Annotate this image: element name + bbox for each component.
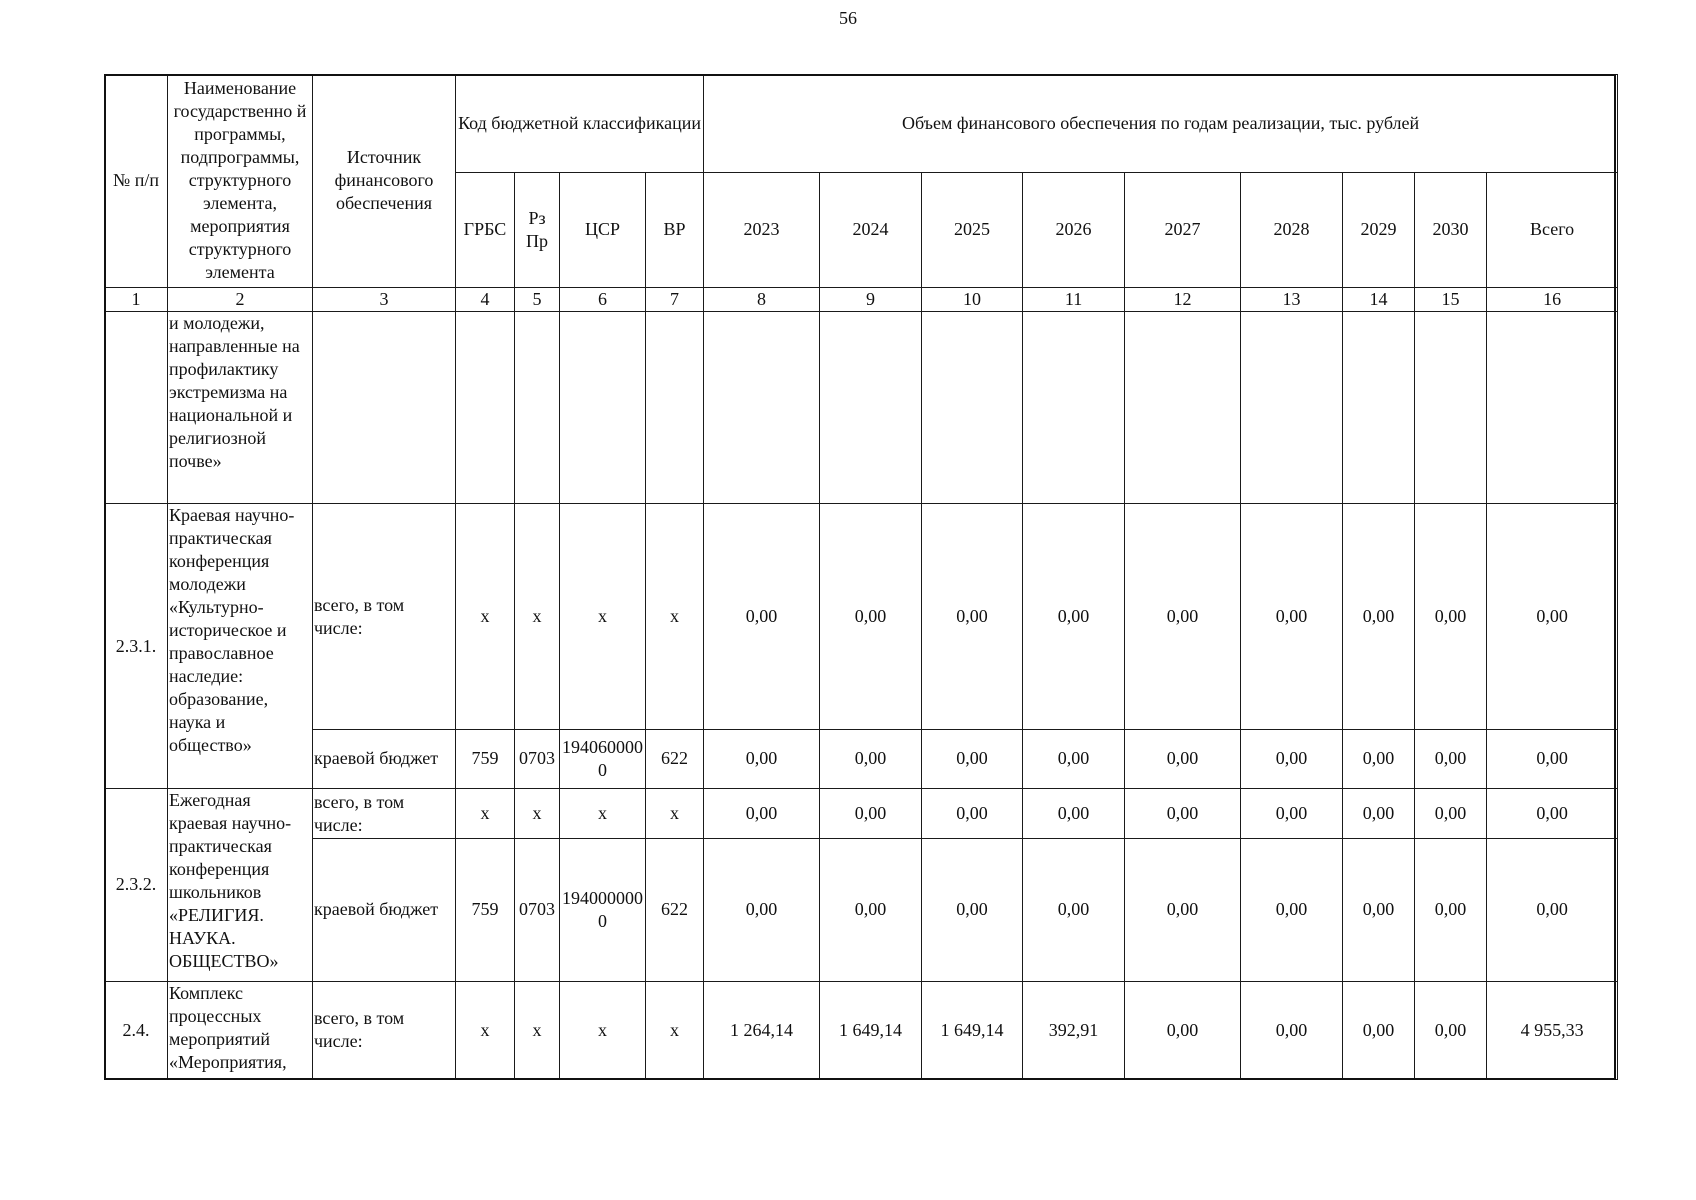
table-row-2-3-1-total bbox=[105, 504, 1618, 730]
row-value-2027: 0,00 bbox=[1125, 729, 1241, 788]
row-rzpr: 0703 bbox=[515, 839, 560, 981]
column-number: 11 bbox=[1023, 287, 1125, 311]
row-value-2026: 0,00 bbox=[1023, 789, 1125, 839]
row-grbs: х bbox=[456, 981, 515, 1079]
header-rzpr: Рз Пр bbox=[515, 173, 560, 287]
header-grbs: ГРБС bbox=[456, 173, 515, 287]
row-rzpr: х bbox=[515, 981, 560, 1079]
table-row-2-4-total bbox=[105, 981, 1618, 1079]
row-value-2023: 0,00 bbox=[704, 504, 820, 730]
row-rzpr: х bbox=[515, 789, 560, 839]
row-csr: 1940000000 bbox=[560, 839, 646, 981]
column-number: 13 bbox=[1241, 287, 1343, 311]
row-value-2030: 0,00 bbox=[1415, 504, 1487, 730]
row-value-2023: 0,00 bbox=[704, 839, 820, 981]
header-source: Источник финансового обеспечения bbox=[313, 75, 456, 288]
row-value-total: 0,00 bbox=[1487, 839, 1618, 981]
row-value-2024: 0,00 bbox=[820, 729, 922, 788]
row-value-2027: 0,00 bbox=[1125, 789, 1241, 839]
row-vr: х bbox=[646, 789, 704, 839]
row-value-2025: 0,00 bbox=[922, 729, 1023, 788]
row-value-2026: 0,00 bbox=[1023, 839, 1125, 981]
row-csr: х bbox=[560, 504, 646, 730]
column-number: 1 bbox=[105, 287, 168, 311]
row-value-2025: 0,00 bbox=[922, 789, 1023, 839]
budget-table bbox=[104, 74, 1618, 1080]
column-number: 12 bbox=[1125, 287, 1241, 311]
row-value-2028: 0,00 bbox=[1241, 729, 1343, 788]
row-name: Краевая научно-практическая конференция молодежи «Культурно-историческое и православное наследие: образование, наука и общество» bbox=[168, 504, 313, 789]
header-year-2028: 2028 bbox=[1241, 173, 1343, 287]
row-value-2029: 0,00 bbox=[1343, 981, 1415, 1079]
row-name: Комплекс процессных мероприятий «Мероприятия, bbox=[168, 981, 313, 1079]
row-source: краевой бюджет bbox=[313, 729, 456, 788]
row-value-2027: 0,00 bbox=[1125, 839, 1241, 981]
column-number: 8 bbox=[704, 287, 820, 311]
header-year-2030: 2030 bbox=[1415, 173, 1487, 287]
row-grbs: 759 bbox=[456, 839, 515, 981]
row-value-2024: 0,00 bbox=[820, 504, 922, 730]
column-number: 7 bbox=[646, 287, 704, 311]
header-year-2029: 2029 bbox=[1343, 173, 1415, 287]
column-number: 4 bbox=[456, 287, 515, 311]
row-number: 2.3.2. bbox=[105, 789, 168, 982]
row-value-2028: 0,00 bbox=[1241, 504, 1343, 730]
row-grbs: х bbox=[456, 789, 515, 839]
row-value-2029: 0,00 bbox=[1343, 504, 1415, 730]
row-value-2030: 0,00 bbox=[1415, 839, 1487, 981]
row-vr: 622 bbox=[646, 729, 704, 788]
row-value-total: 0,00 bbox=[1487, 729, 1618, 788]
row-grbs: х bbox=[456, 504, 515, 730]
row-rzpr: 0703 bbox=[515, 729, 560, 788]
header-vr: ВР bbox=[646, 173, 704, 287]
table-row-2-3-2-total bbox=[105, 789, 1618, 839]
row-vr: 622 bbox=[646, 839, 704, 981]
row-value-2026: 0,00 bbox=[1023, 729, 1125, 788]
header-total: Всего bbox=[1487, 173, 1618, 287]
column-number: 14 bbox=[1343, 287, 1415, 311]
row-source: всего, в том числе: bbox=[313, 504, 456, 730]
row-grbs: 759 bbox=[456, 729, 515, 788]
row-value-2026: 0,00 bbox=[1023, 504, 1125, 730]
header-year-2027: 2027 bbox=[1125, 173, 1241, 287]
row-value-total: 0,00 bbox=[1487, 789, 1618, 839]
row-value-2030: 0,00 bbox=[1415, 729, 1487, 788]
row-value-2027: 0,00 bbox=[1125, 504, 1241, 730]
table-row-continuation bbox=[105, 311, 1618, 504]
header-name: Наименование государственно й программы, подпрограммы, структурного элемента, мероприятия структурного элемента bbox=[168, 75, 313, 288]
row-value-2025: 0,00 bbox=[922, 504, 1023, 730]
row-value-2030: 0,00 bbox=[1415, 789, 1487, 839]
table-row-2-3-1-regional bbox=[105, 729, 1618, 788]
row-name: Ежегодная краевая научно-практическая конференция школьников «РЕЛИГИЯ. НАУКА. ОБЩЕСТВО» bbox=[168, 789, 313, 982]
row-value-2029: 0,00 bbox=[1343, 839, 1415, 981]
header-year-2026: 2026 bbox=[1023, 173, 1125, 287]
row-number: 2.4. bbox=[105, 981, 168, 1079]
column-number: 16 bbox=[1487, 287, 1618, 311]
row-value-2028: 0,00 bbox=[1241, 839, 1343, 981]
column-number: 10 bbox=[922, 287, 1023, 311]
column-number: 6 bbox=[560, 287, 646, 311]
header-year-2024: 2024 bbox=[820, 173, 922, 287]
row-csr: х bbox=[560, 981, 646, 1079]
column-number: 2 bbox=[168, 287, 313, 311]
header-volume-group: Объем финансового обеспечения по годам реализации, тыс. рублей bbox=[704, 75, 1618, 173]
row-value-2024: 0,00 bbox=[820, 839, 922, 981]
header-year-2025: 2025 bbox=[922, 173, 1023, 287]
row-value-2025: 0,00 bbox=[922, 839, 1023, 981]
row-name: и молодежи, направленные на профилактику экстремизма на национальной и религиозной почве» bbox=[168, 311, 313, 504]
row-source: краевой бюджет bbox=[313, 839, 456, 981]
column-number: 15 bbox=[1415, 287, 1487, 311]
column-number: 3 bbox=[313, 287, 456, 311]
column-numbers-row bbox=[105, 287, 1618, 311]
row-value-2023: 0,00 bbox=[704, 729, 820, 788]
row-vr: х bbox=[646, 504, 704, 730]
row-value-2023: 0,00 bbox=[704, 789, 820, 839]
row-value-2028: 0,00 bbox=[1241, 981, 1343, 1079]
row-value-2027: 0,00 bbox=[1125, 981, 1241, 1079]
row-source: всего, в том числе: bbox=[313, 789, 456, 839]
row-csr: х bbox=[560, 789, 646, 839]
row-number: 2.3.1. bbox=[105, 504, 168, 789]
row-value-2028: 0,00 bbox=[1241, 789, 1343, 839]
header-year-2023: 2023 bbox=[704, 173, 820, 287]
header-code-group: Код бюджетной классификации bbox=[456, 75, 704, 173]
row-value-total: 0,00 bbox=[1487, 504, 1618, 730]
row-vr: х bbox=[646, 981, 704, 1079]
row-value-2025: 1 649,14 bbox=[922, 981, 1023, 1079]
row-value-2026: 392,91 bbox=[1023, 981, 1125, 1079]
column-number: 9 bbox=[820, 287, 922, 311]
header-num: № п/п bbox=[105, 75, 168, 288]
header-csr: ЦСР bbox=[560, 173, 646, 287]
row-value-2029: 0,00 bbox=[1343, 789, 1415, 839]
column-number: 5 bbox=[515, 287, 560, 311]
row-value-2023: 1 264,14 bbox=[704, 981, 820, 1079]
row-source: всего, в том числе: bbox=[313, 981, 456, 1079]
row-rzpr: х bbox=[515, 504, 560, 730]
row-value-2030: 0,00 bbox=[1415, 981, 1487, 1079]
header-row-1 bbox=[105, 75, 1618, 173]
row-value-2024: 1 649,14 bbox=[820, 981, 922, 1079]
row-value-total: 4 955,33 bbox=[1487, 981, 1618, 1079]
row-csr: 1940600000 bbox=[560, 729, 646, 788]
row-value-2024: 0,00 bbox=[820, 789, 922, 839]
row-value-2029: 0,00 bbox=[1343, 729, 1415, 788]
page-number: 56 bbox=[839, 8, 857, 28]
table-row-2-3-2-regional bbox=[105, 839, 1618, 981]
